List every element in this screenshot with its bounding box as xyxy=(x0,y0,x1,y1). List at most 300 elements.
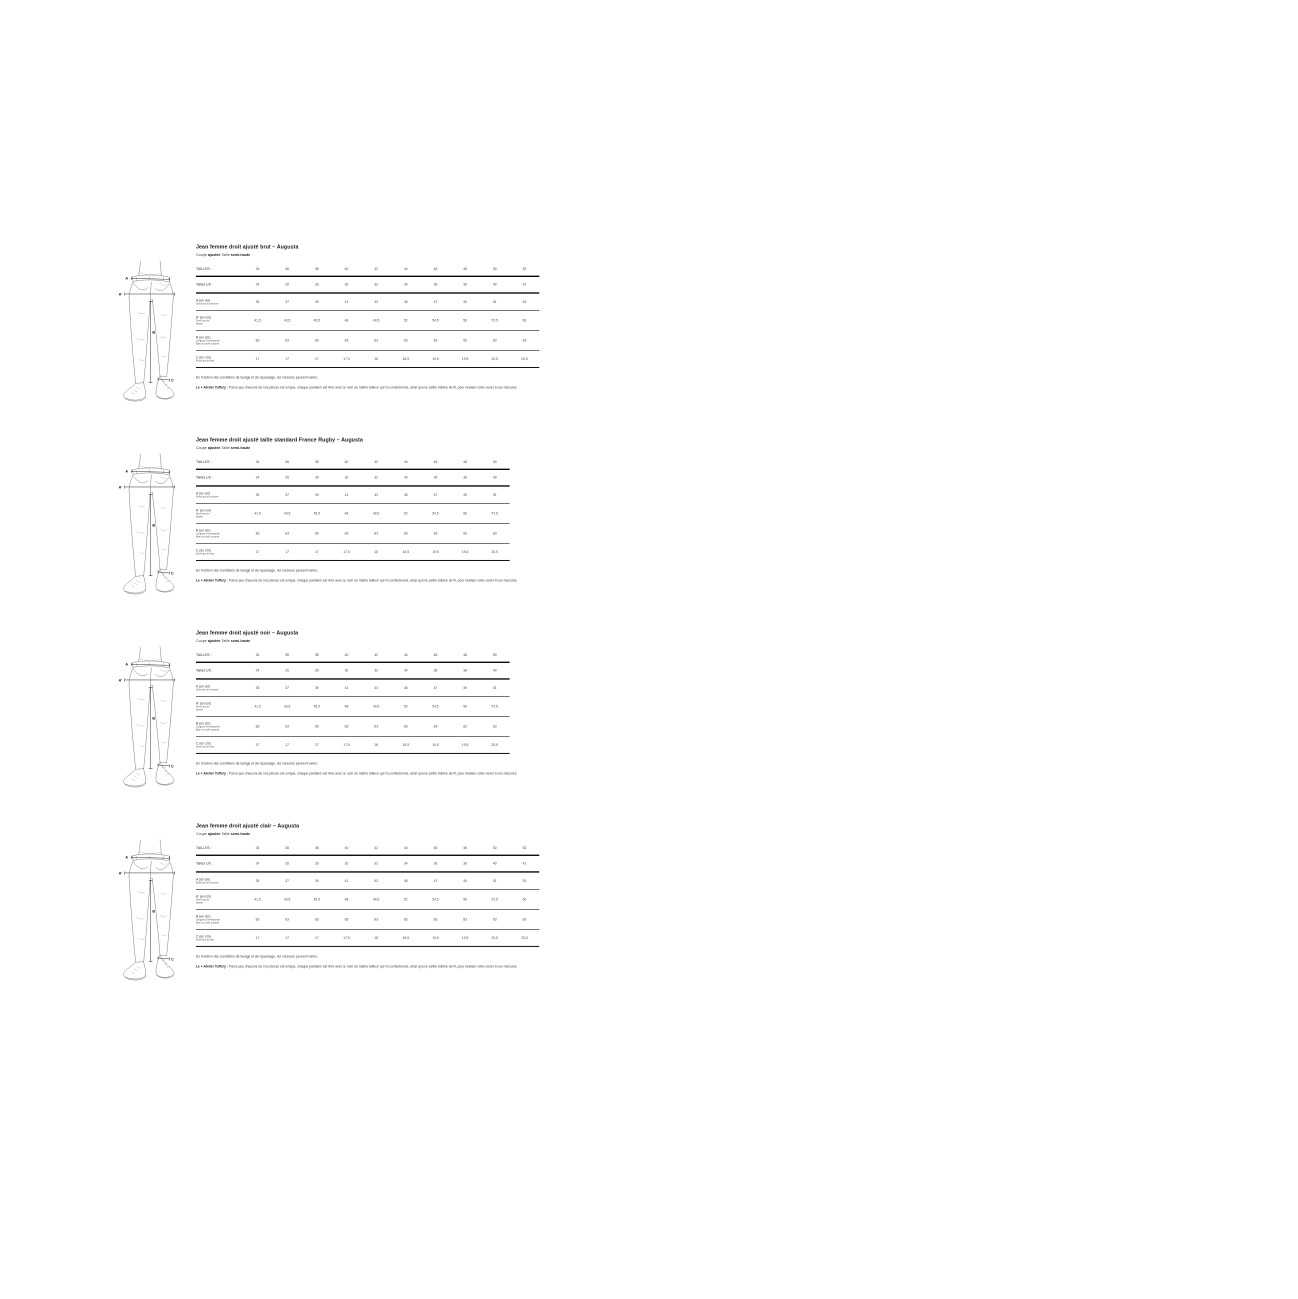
measure-value: 83 xyxy=(314,531,319,536)
measure-label: A' (en cm) xyxy=(195,508,212,513)
measure-label-cell xyxy=(196,669,243,673)
measure-value: 47 xyxy=(433,493,438,497)
care-note: En fonction des conditions de lavage et de repassage, les mesures peuvent varier. xyxy=(195,761,318,766)
fit-rise: semi-haute xyxy=(230,445,251,450)
measure-value: 49,5 xyxy=(372,704,380,709)
measure-value: 41 xyxy=(344,686,349,690)
measure-value: 83 xyxy=(374,724,378,729)
measure-value: 40 xyxy=(492,861,497,866)
measure-label-cell xyxy=(196,895,243,905)
size-column-value: 42 xyxy=(374,460,378,464)
measure-value: 54,5 xyxy=(432,511,439,516)
measure-label-cell xyxy=(196,741,243,748)
measure-value: 83 xyxy=(314,724,319,729)
measure-value: 19,5 xyxy=(461,550,469,554)
measure-value: 28 xyxy=(314,861,319,866)
fit-rise: semi-haute xyxy=(230,831,251,836)
measure-value: 17 xyxy=(255,357,260,361)
measure-label: C (en cm) xyxy=(195,548,211,553)
measure-value: 17,5 xyxy=(343,357,350,361)
size-column-value: 36 xyxy=(285,653,290,657)
measure-value: 34 xyxy=(403,668,408,673)
hip-measure-letter: A' xyxy=(118,678,123,683)
product-section xyxy=(110,431,542,624)
measure-value: 20,5 xyxy=(521,936,528,940)
measure-label: A (en cm) xyxy=(195,298,211,303)
fit-rise: semi-haute xyxy=(230,638,251,643)
measure-value: 19,5 xyxy=(432,743,439,747)
size-column-value: 52 xyxy=(522,267,527,271)
measure-value: 20,5 xyxy=(491,550,499,554)
measure-value: 83 xyxy=(463,338,467,343)
size-table xyxy=(196,648,510,754)
sizes-header-label: TAILLES : xyxy=(195,652,212,657)
measure-label: B (en cm) xyxy=(195,528,211,533)
measure-label: C (en cm) xyxy=(195,934,211,939)
measure-value: 18 xyxy=(374,936,378,940)
measure-label-cell xyxy=(196,722,243,732)
measure-value: 48 xyxy=(344,511,349,516)
hem-measure-letter: C xyxy=(170,764,174,769)
size-column-value: 42 xyxy=(374,653,378,657)
measure-sublabel: Longueur d'entrejambe xyxy=(195,339,220,343)
care-note: En fonction des conditions de lavage et de repassage, les mesures peuvent varier. xyxy=(195,954,318,959)
page-content xyxy=(110,238,542,1010)
measure-value: 47 xyxy=(433,686,438,690)
measure-value: 41,5 xyxy=(254,897,261,902)
measure-value: 83 xyxy=(403,531,408,536)
measure-value: 57,5 xyxy=(491,511,499,516)
measure-value: 83 xyxy=(492,724,497,729)
tailor-note-lead: Le + Atelier Tuffery : xyxy=(195,964,229,969)
tailor-note-lead: Le + Atelier Tuffery : xyxy=(195,385,229,390)
measure-value: 17,5 xyxy=(343,936,350,940)
fit-description xyxy=(196,832,542,836)
measure-value: 83 xyxy=(255,917,260,922)
measure-sublabel: Demi-tour de bas xyxy=(195,938,214,941)
measure-row xyxy=(196,663,510,680)
measure-sublabel: bassin xyxy=(195,708,203,712)
care-note: En fonction des conditions de lavage et de repassage, les mesures peuvent varier. xyxy=(195,568,318,573)
measure-sublabel: Demi-tour de xyxy=(195,705,210,709)
measure-value: 40 xyxy=(492,475,497,480)
measure-row xyxy=(196,311,539,331)
measure-label: Tailles US : xyxy=(195,861,213,866)
measure-value: 56 xyxy=(463,897,467,902)
measure-value: 34 xyxy=(403,861,408,866)
measure-label: B (en cm) xyxy=(195,914,211,919)
fit-style: ajustée xyxy=(207,831,221,836)
size-guide-info xyxy=(196,431,542,624)
fit-text: Coupe xyxy=(195,445,208,450)
measure-value: 35 xyxy=(255,493,260,497)
sizes-header-label: TAILLES : xyxy=(195,266,212,271)
fit-text-mid: Taille xyxy=(220,252,231,257)
measure-value: 41,5 xyxy=(254,704,261,709)
fit-text-mid: Taille xyxy=(220,445,231,450)
size-table xyxy=(196,455,510,561)
measure-value: 83 xyxy=(344,531,349,536)
measure-value: 24 xyxy=(255,861,260,866)
measure-value: 83 xyxy=(403,917,408,922)
product-title: Jean femme droit ajusté clair – Augusta xyxy=(195,822,300,829)
measure-value: 49 xyxy=(463,300,467,304)
waist-measure-letter: A xyxy=(125,469,128,474)
size-column-value: 38 xyxy=(314,846,319,850)
measure-value: 49,5 xyxy=(372,897,380,902)
measure-value: 49 xyxy=(463,686,467,690)
measure-row xyxy=(196,331,539,351)
measure-sublabel: Demi-tour de bas xyxy=(195,745,214,748)
waist-measure-letter: A xyxy=(125,276,128,281)
hip-measure-letter: A' xyxy=(118,485,123,490)
measure-label: A' (en cm) xyxy=(195,701,212,706)
measure-value: 35 xyxy=(255,300,260,304)
tailor-note-text: Parce que chacune de nos pièces est unique, chaque pantalon est livré avec le nom du maître tailleur qui l'a confectionné, ainsi qu'une petite bobine de fil, pour réaliser votre ourlet à vos mesures. xyxy=(228,578,518,583)
inseam-measure-letter: B xyxy=(152,330,155,335)
measure-value: 35 xyxy=(255,686,260,690)
measure-value: 45,5 xyxy=(313,897,321,902)
measure-value: 83 xyxy=(463,724,467,729)
measure-value: 28 xyxy=(314,475,319,480)
measure-value: 43,5 xyxy=(283,704,291,709)
fit-style: ajustée xyxy=(207,445,221,450)
measure-value: 41 xyxy=(344,300,349,304)
measure-row xyxy=(196,351,539,368)
measure-value: 83 xyxy=(374,531,378,536)
measure-value: 49,5 xyxy=(372,318,380,323)
measure-value: 47 xyxy=(433,879,438,883)
hem-measure-letter: C xyxy=(170,571,174,576)
measure-row xyxy=(196,873,539,890)
fit-text-mid: Taille xyxy=(220,831,231,836)
fit-description xyxy=(196,639,542,643)
measure-value: 17,5 xyxy=(343,550,350,554)
measure-value: 45 xyxy=(403,879,408,883)
measure-value: 37 xyxy=(285,686,290,690)
measure-label-cell xyxy=(196,356,243,363)
jeans-measurement-diagram xyxy=(110,246,195,426)
measure-value: 83 xyxy=(285,724,290,729)
measure-sublabel: bassin xyxy=(195,515,203,519)
measure-label-cell xyxy=(196,877,243,884)
measure-value: 32 xyxy=(374,668,378,673)
measure-value: 20,5 xyxy=(491,936,499,940)
measure-value: 83 xyxy=(255,338,260,343)
measure-value: 19,5 xyxy=(461,357,469,361)
measure-value: 28 xyxy=(314,668,319,673)
measure-value: 17 xyxy=(314,743,319,747)
measure-value: 83 xyxy=(522,917,527,922)
measure-value: 39 xyxy=(314,493,319,497)
measure-value: 41 xyxy=(344,879,349,883)
measure-value: 57,5 xyxy=(491,704,499,709)
measure-value: 48 xyxy=(344,897,349,902)
measure-row xyxy=(196,856,539,873)
measure-value: 32 xyxy=(374,282,378,287)
size-table xyxy=(196,841,539,947)
tailor-note-lead: Le + Atelier Tuffery : xyxy=(195,771,229,776)
measure-value: 30 xyxy=(344,475,349,480)
size-column-value: 44 xyxy=(403,460,408,464)
measure-value: 37 xyxy=(285,879,290,883)
measure-value: 45,5 xyxy=(313,318,321,323)
measure-value: 45,5 xyxy=(313,511,321,516)
product-title: Jean femme droit ajusté noir – Augusta xyxy=(195,629,299,636)
measure-value: 83 xyxy=(314,338,319,343)
measure-row xyxy=(196,487,510,504)
measure-sublabel: Demi-tour de xyxy=(195,319,210,323)
measure-value: 40 xyxy=(492,282,497,287)
measure-label-cell xyxy=(196,684,243,691)
tailor-note xyxy=(196,385,542,390)
fit-style: ajustée xyxy=(207,252,221,257)
measure-value: 18 xyxy=(374,357,378,361)
measure-value: 32 xyxy=(374,861,378,866)
measure-value: 83 xyxy=(344,917,349,922)
size-column-value: 34 xyxy=(255,460,260,464)
measure-value: 18 xyxy=(374,550,378,554)
measure-value: 54,5 xyxy=(432,318,439,323)
measure-label-cell xyxy=(196,702,243,712)
measure-value: 19,5 xyxy=(461,743,469,747)
measure-value: 17,5 xyxy=(343,743,350,747)
measure-row xyxy=(196,277,539,294)
measure-sublabel: Longueur d'entrejambe xyxy=(195,725,220,729)
measure-label-cell xyxy=(196,316,243,326)
measure-label-cell xyxy=(196,862,243,866)
measure-value: 19,5 xyxy=(461,936,469,940)
measure-value: 17 xyxy=(314,357,319,361)
inseam-measure-letter: B xyxy=(152,716,155,721)
size-column-value: 36 xyxy=(285,460,290,464)
measure-value: 38 xyxy=(463,282,467,287)
measure-value: 37 xyxy=(285,300,290,304)
measure-value: 20,5 xyxy=(521,357,528,361)
hem-measure-letter: C xyxy=(170,378,174,383)
size-column-value: 42 xyxy=(374,846,378,850)
jeans-illustration xyxy=(110,431,196,624)
fit-text: Coupe xyxy=(195,831,208,836)
measure-value: 49 xyxy=(463,493,467,497)
measure-value: 83 xyxy=(463,531,467,536)
measure-value: 48 xyxy=(344,704,349,709)
measure-label-cell xyxy=(196,476,243,480)
measure-value: 51 xyxy=(492,879,497,883)
measure-value: 39 xyxy=(314,300,319,304)
measure-value: 56 xyxy=(463,511,467,516)
size-column-value: 36 xyxy=(285,846,290,850)
measure-value: 30 xyxy=(344,668,349,673)
measure-value: 17 xyxy=(255,936,260,940)
fit-description xyxy=(196,253,542,257)
measure-sublabel: Bas non ourlé compris xyxy=(195,921,220,925)
fit-text-mid: Taille xyxy=(220,638,231,643)
measure-value: 19,5 xyxy=(432,357,439,361)
measure-value: 17 xyxy=(285,743,290,747)
measure-label: Tailles US : xyxy=(195,282,213,287)
size-column-value: 48 xyxy=(463,653,467,657)
measure-row xyxy=(196,680,510,697)
fit-rise: semi-haute xyxy=(230,252,251,257)
measure-value: 24 xyxy=(255,282,260,287)
fit-description xyxy=(196,446,542,450)
measure-value: 60 xyxy=(522,897,527,902)
tailor-note xyxy=(196,771,542,776)
measure-value: 36 xyxy=(433,282,438,287)
measure-row xyxy=(196,717,510,737)
size-table xyxy=(196,262,539,368)
tailor-note-text: Parce que chacune de nos pièces est unique, chaque pantalon est livré avec le nom du maître tailleur qui l'a confectionné, ainsi qu'une petite bobine de fil, pour réaliser votre ourlet à vos mesures. xyxy=(228,964,518,969)
size-column-value: 50 xyxy=(492,267,497,271)
measure-sublabel: Longueur d'entrejambe xyxy=(195,918,220,922)
size-guide-info xyxy=(196,817,542,1010)
measure-label: A' (en cm) xyxy=(195,894,212,899)
measure-value: 53 xyxy=(522,300,527,304)
measure-value: 38 xyxy=(463,668,467,673)
measure-value: 20,5 xyxy=(491,743,499,747)
measure-value: 36 xyxy=(433,475,438,480)
measure-sublabel: Demi-tour de ceinture xyxy=(195,881,219,884)
measure-value: 26 xyxy=(285,861,290,866)
tailor-note-text: Parce que chacune de nos pièces est unique, chaque pantalon est livré avec le nom du maître tailleur qui l'a confectionné, ainsi qu'une petite bobine de fil, pour réaliser votre ourlet à vos mesures. xyxy=(228,771,518,776)
measure-row xyxy=(196,697,510,717)
measure-value: 83 xyxy=(433,531,438,536)
measure-value: 43,5 xyxy=(283,318,291,323)
size-column-value: 36 xyxy=(285,267,290,271)
size-column-value: 38 xyxy=(314,267,319,271)
size-column-value: 52 xyxy=(522,846,527,850)
hip-measure-letter: A' xyxy=(118,292,123,297)
measure-value: 53 xyxy=(522,879,527,883)
jeans-illustration xyxy=(110,624,196,817)
measure-value: 45 xyxy=(403,300,408,304)
measure-value: 17 xyxy=(285,357,290,361)
size-column-value: 40 xyxy=(344,267,349,271)
inseam-measure-letter: B xyxy=(152,523,155,528)
measure-value: 42 xyxy=(522,282,527,287)
measure-value: 45 xyxy=(403,493,408,497)
size-guide-info xyxy=(196,238,542,431)
measure-value: 83 xyxy=(344,338,349,343)
measure-value: 17 xyxy=(285,936,290,940)
jeans-illustration xyxy=(110,238,196,431)
jeans-measurement-diagram xyxy=(110,632,195,812)
measure-label-cell xyxy=(196,509,243,519)
measure-value: 36 xyxy=(433,861,438,866)
measure-label: C (en cm) xyxy=(195,355,211,360)
measure-value: 45 xyxy=(403,686,408,690)
tailor-note-text: Parce que chacune de nos pièces est unique, chaque pantalon est livré avec le nom du maître tailleur qui l'a confectionné, ainsi qu'une petite bobine de fil, pour réaliser votre ourlet à vos mesures. xyxy=(228,385,518,390)
size-column-value: 46 xyxy=(433,846,438,850)
measure-label-cell xyxy=(196,529,243,539)
measure-value: 28 xyxy=(314,282,319,287)
sizes-header-row xyxy=(196,455,510,470)
measure-value: 39 xyxy=(314,686,319,690)
size-column-value: 44 xyxy=(403,267,408,271)
measure-value: 57,5 xyxy=(491,318,499,323)
measure-value: 18,5 xyxy=(402,357,410,361)
measure-value: 39 xyxy=(314,879,319,883)
measure-value: 30 xyxy=(344,282,349,287)
measure-value: 83 xyxy=(255,531,260,536)
jeans-measurement-diagram xyxy=(110,439,195,619)
size-column-value: 48 xyxy=(463,846,467,850)
size-column-value: 34 xyxy=(255,267,260,271)
measure-value: 60 xyxy=(522,318,527,323)
measure-label: B (en cm) xyxy=(195,335,211,340)
size-column-value: 50 xyxy=(492,846,497,850)
measure-value: 26 xyxy=(285,282,290,287)
measure-value: 32 xyxy=(374,475,378,480)
size-column-value: 50 xyxy=(492,653,497,657)
measure-value: 30 xyxy=(344,861,349,866)
size-guide-info xyxy=(196,624,542,817)
measure-value: 83 xyxy=(314,917,319,922)
measure-sublabel: Demi-tour de xyxy=(195,898,210,902)
measure-sublabel: Demi-tour de ceinture xyxy=(195,688,219,691)
size-column-value: 44 xyxy=(403,846,408,850)
measure-value: 83 xyxy=(433,917,438,922)
measure-sublabel: Bas non ourlé compris xyxy=(195,342,220,346)
measure-value: 51 xyxy=(492,300,497,304)
measure-value: 43 xyxy=(374,300,378,304)
measure-value: 56 xyxy=(463,704,467,709)
measure-label: A (en cm) xyxy=(195,491,211,496)
measure-value: 17 xyxy=(255,550,260,554)
measure-value: 41,5 xyxy=(254,318,261,323)
measure-value: 35 xyxy=(255,879,260,883)
measure-label-cell xyxy=(196,299,243,306)
product-section xyxy=(110,238,542,431)
measure-value: 20,5 xyxy=(491,357,499,361)
measure-value: 49 xyxy=(463,879,467,883)
waist-measure-letter: A xyxy=(125,855,128,860)
measure-sublabel: Bas non ourlé compris xyxy=(195,535,220,539)
size-column-value: 48 xyxy=(463,267,467,271)
sizes-header-row xyxy=(196,262,539,277)
measure-value: 52 xyxy=(403,897,408,902)
measure-value: 45,5 xyxy=(313,704,321,709)
size-column-value: 40 xyxy=(344,846,349,850)
measure-value: 41 xyxy=(344,493,349,497)
measure-value: 83 xyxy=(492,917,497,922)
measure-label: A (en cm) xyxy=(195,877,211,882)
measure-row xyxy=(196,890,539,910)
measure-sublabel: bassin xyxy=(195,901,203,905)
measure-value: 24 xyxy=(255,475,260,480)
section-list xyxy=(110,238,542,1010)
sizes-header-row xyxy=(196,841,539,856)
measure-value: 83 xyxy=(374,917,378,922)
product-title: Jean femme droit ajusté brut – Augusta xyxy=(195,243,299,250)
measure-value: 40 xyxy=(492,668,497,673)
tailor-note xyxy=(196,578,542,583)
measure-value: 52 xyxy=(403,318,408,323)
measure-value: 38 xyxy=(463,475,467,480)
jeans-illustration xyxy=(110,817,196,1010)
measure-sublabel: Demi-tour de xyxy=(195,512,210,516)
measure-value: 43 xyxy=(374,493,378,497)
measure-value: 19,5 xyxy=(432,550,439,554)
measure-value: 18,5 xyxy=(402,743,410,747)
measure-value: 49,5 xyxy=(372,511,380,516)
measure-value: 18 xyxy=(374,743,378,747)
measure-value: 24 xyxy=(255,668,260,673)
measure-value: 34 xyxy=(403,475,408,480)
measure-value: 43,5 xyxy=(283,897,291,902)
measure-value: 43 xyxy=(374,686,378,690)
